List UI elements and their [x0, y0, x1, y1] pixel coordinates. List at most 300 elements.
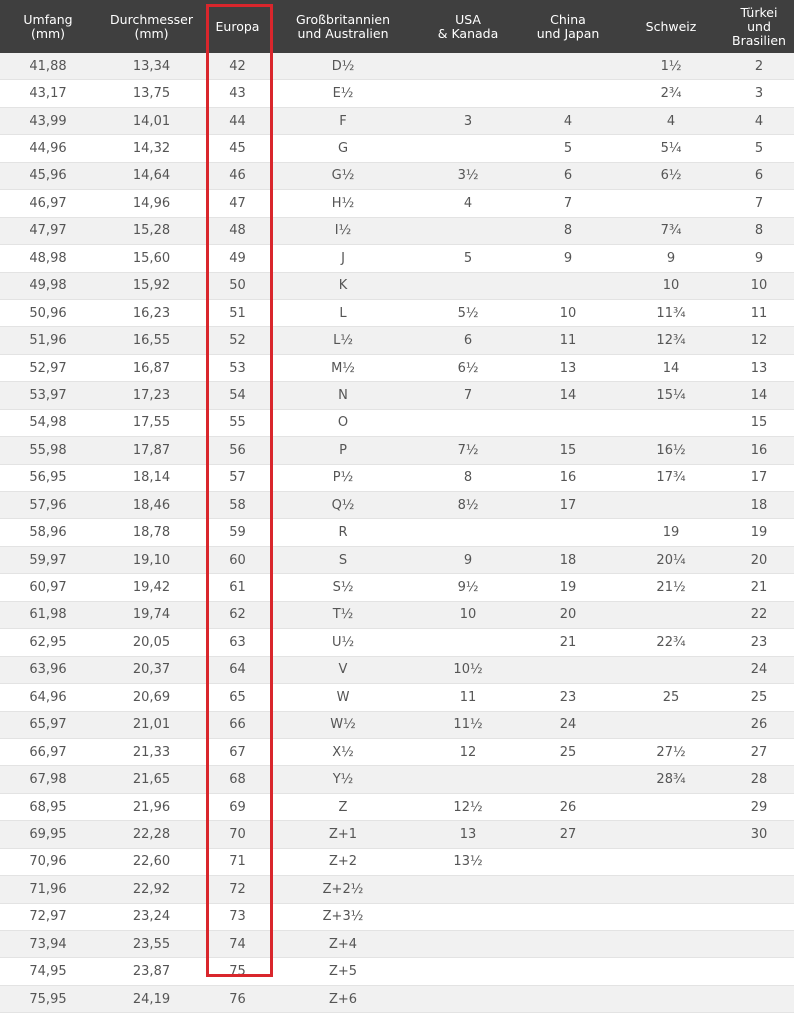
cell-grossbritannien: Z+6: [268, 985, 418, 1012]
cell-europa: 63: [207, 629, 268, 656]
table-row: [0, 354, 794, 381]
cell-usa: 7: [418, 382, 518, 409]
cell-schweiz: 1½: [618, 53, 724, 80]
cell-tuerkei: [724, 985, 794, 1012]
cell-grossbritannien: L½: [268, 327, 418, 354]
cell-grossbritannien: D½: [268, 53, 418, 80]
cell-durchmesser: 18,46: [96, 492, 207, 519]
cell-china: [518, 766, 618, 793]
cell-durchmesser: 20,37: [96, 656, 207, 683]
cell-umfang: 52,97: [0, 354, 96, 381]
cell-grossbritannien: Z+3½: [268, 903, 418, 930]
cell-umfang: 71,96: [0, 876, 96, 903]
cell-grossbritannien: G½: [268, 162, 418, 189]
cell-umfang: 64,96: [0, 684, 96, 711]
cell-usa: 8½: [418, 492, 518, 519]
table-row: [0, 656, 794, 683]
cell-umfang: 70,96: [0, 848, 96, 875]
cell-tuerkei: 18: [724, 492, 794, 519]
cell-umfang: 63,96: [0, 656, 96, 683]
cell-schweiz: [618, 492, 724, 519]
table-row: [0, 492, 794, 519]
cell-grossbritannien: Y½: [268, 766, 418, 793]
cell-usa: 10½: [418, 656, 518, 683]
cell-usa: [418, 272, 518, 299]
table-row: [0, 299, 794, 326]
cell-grossbritannien: G: [268, 135, 418, 162]
table-row: [0, 53, 794, 80]
cell-schweiz: [618, 931, 724, 958]
cell-schweiz: 7¾: [618, 217, 724, 244]
cell-tuerkei: 29: [724, 793, 794, 820]
table-row: [0, 272, 794, 299]
cell-grossbritannien: Z+1: [268, 821, 418, 848]
cell-durchmesser: 20,69: [96, 684, 207, 711]
cell-europa: 60: [207, 546, 268, 573]
cell-umfang: 55,98: [0, 437, 96, 464]
cell-usa: [418, 931, 518, 958]
cell-china: [518, 53, 618, 80]
cell-schweiz: [618, 409, 724, 436]
cell-schweiz: 25: [618, 684, 724, 711]
cell-europa: 72: [207, 876, 268, 903]
cell-durchmesser: 16,55: [96, 327, 207, 354]
cell-china: 25: [518, 738, 618, 765]
cell-umfang: 72,97: [0, 903, 96, 930]
cell-durchmesser: 13,34: [96, 53, 207, 80]
cell-tuerkei: [724, 931, 794, 958]
cell-grossbritannien: F: [268, 107, 418, 134]
cell-schweiz: 17¾: [618, 464, 724, 491]
cell-durchmesser: 21,01: [96, 711, 207, 738]
cell-schweiz: 10: [618, 272, 724, 299]
cell-china: 16: [518, 464, 618, 491]
cell-tuerkei: 5: [724, 135, 794, 162]
header-usa: USA & Kanada: [418, 0, 518, 53]
cell-schweiz: 9: [618, 245, 724, 272]
cell-schweiz: [618, 821, 724, 848]
cell-schweiz: [618, 985, 724, 1012]
cell-tuerkei: 19: [724, 519, 794, 546]
cell-usa: [418, 985, 518, 1012]
cell-grossbritannien: E½: [268, 80, 418, 107]
cell-schweiz: [618, 848, 724, 875]
cell-umfang: 74,95: [0, 958, 96, 985]
cell-schweiz: 19: [618, 519, 724, 546]
cell-tuerkei: 12: [724, 327, 794, 354]
cell-europa: 74: [207, 931, 268, 958]
cell-schweiz: [618, 190, 724, 217]
header-grossbritannien: Großbritannien und Australien: [268, 0, 418, 53]
cell-tuerkei: 15: [724, 409, 794, 436]
cell-china: 23: [518, 684, 618, 711]
cell-tuerkei: 11: [724, 299, 794, 326]
table-row: [0, 464, 794, 491]
cell-europa: 47: [207, 190, 268, 217]
cell-usa: [418, 903, 518, 930]
cell-grossbritannien: P½: [268, 464, 418, 491]
cell-europa: 52: [207, 327, 268, 354]
cell-usa: 12: [418, 738, 518, 765]
cell-usa: 8: [418, 464, 518, 491]
cell-grossbritannien: K: [268, 272, 418, 299]
cell-usa: 11½: [418, 711, 518, 738]
cell-europa: 43: [207, 80, 268, 107]
cell-europa: 66: [207, 711, 268, 738]
cell-china: 14: [518, 382, 618, 409]
cell-usa: 3: [418, 107, 518, 134]
cell-tuerkei: [724, 958, 794, 985]
table-row: [0, 135, 794, 162]
cell-china: 20: [518, 601, 618, 628]
cell-tuerkei: 16: [724, 437, 794, 464]
table-row: [0, 848, 794, 875]
cell-tuerkei: 2: [724, 53, 794, 80]
cell-umfang: 48,98: [0, 245, 96, 272]
cell-umfang: 47,97: [0, 217, 96, 244]
table-row: [0, 437, 794, 464]
cell-europa: 53: [207, 354, 268, 381]
cell-china: [518, 80, 618, 107]
cell-usa: 13: [418, 821, 518, 848]
cell-umfang: 44,96: [0, 135, 96, 162]
cell-tuerkei: [724, 848, 794, 875]
cell-china: [518, 656, 618, 683]
cell-tuerkei: 3: [724, 80, 794, 107]
cell-grossbritannien: Q½: [268, 492, 418, 519]
cell-usa: 11: [418, 684, 518, 711]
cell-schweiz: 28¾: [618, 766, 724, 793]
table-row: [0, 574, 794, 601]
cell-tuerkei: 26: [724, 711, 794, 738]
cell-durchmesser: 22,92: [96, 876, 207, 903]
cell-europa: 67: [207, 738, 268, 765]
cell-grossbritannien: J: [268, 245, 418, 272]
cell-usa: [418, 766, 518, 793]
header-tuerkei: Türkei und Brasilien: [724, 0, 794, 53]
cell-durchmesser: 17,87: [96, 437, 207, 464]
cell-durchmesser: 19,42: [96, 574, 207, 601]
cell-grossbritannien: X½: [268, 738, 418, 765]
cell-schweiz: 14: [618, 354, 724, 381]
cell-durchmesser: 15,28: [96, 217, 207, 244]
cell-china: 4: [518, 107, 618, 134]
cell-tuerkei: 27: [724, 738, 794, 765]
cell-europa: 42: [207, 53, 268, 80]
cell-china: 18: [518, 546, 618, 573]
cell-umfang: 43,17: [0, 80, 96, 107]
cell-durchmesser: 22,28: [96, 821, 207, 848]
cell-durchmesser: 21,65: [96, 766, 207, 793]
cell-umfang: 56,95: [0, 464, 96, 491]
cell-grossbritannien: Z+2: [268, 848, 418, 875]
table-row: [0, 601, 794, 628]
cell-china: [518, 848, 618, 875]
cell-grossbritannien: Z+5: [268, 958, 418, 985]
cell-durchmesser: 23,55: [96, 931, 207, 958]
cell-europa: 46: [207, 162, 268, 189]
cell-china: [518, 272, 618, 299]
cell-durchmesser: 19,10: [96, 546, 207, 573]
cell-china: 17: [518, 492, 618, 519]
table-row: [0, 327, 794, 354]
cell-grossbritannien: N: [268, 382, 418, 409]
cell-tuerkei: 24: [724, 656, 794, 683]
cell-durchmesser: 21,96: [96, 793, 207, 820]
cell-usa: 5: [418, 245, 518, 272]
cell-schweiz: 20¼: [618, 546, 724, 573]
cell-europa: 68: [207, 766, 268, 793]
cell-durchmesser: 21,33: [96, 738, 207, 765]
cell-grossbritannien: O: [268, 409, 418, 436]
cell-schweiz: 6½: [618, 162, 724, 189]
cell-schweiz: [618, 903, 724, 930]
table-row: [0, 985, 794, 1012]
cell-china: 5: [518, 135, 618, 162]
cell-schweiz: 21½: [618, 574, 724, 601]
cell-durchmesser: 14,64: [96, 162, 207, 189]
cell-china: 7: [518, 190, 618, 217]
cell-europa: 69: [207, 793, 268, 820]
cell-usa: 7½: [418, 437, 518, 464]
cell-china: 6: [518, 162, 618, 189]
cell-china: 11: [518, 327, 618, 354]
cell-usa: [418, 53, 518, 80]
cell-grossbritannien: M½: [268, 354, 418, 381]
cell-usa: [418, 629, 518, 656]
cell-tuerkei: 30: [724, 821, 794, 848]
cell-europa: 45: [207, 135, 268, 162]
cell-schweiz: [618, 876, 724, 903]
cell-schweiz: 2¾: [618, 80, 724, 107]
cell-tuerkei: 7: [724, 190, 794, 217]
cell-durchmesser: 15,60: [96, 245, 207, 272]
cell-grossbritannien: U½: [268, 629, 418, 656]
cell-usa: 6: [418, 327, 518, 354]
cell-europa: 57: [207, 464, 268, 491]
cell-durchmesser: 18,78: [96, 519, 207, 546]
cell-usa: 13½: [418, 848, 518, 875]
table-row: [0, 107, 794, 134]
cell-grossbritannien: S: [268, 546, 418, 573]
cell-schweiz: 12¾: [618, 327, 724, 354]
cell-tuerkei: 21: [724, 574, 794, 601]
cell-europa: 54: [207, 382, 268, 409]
cell-usa: 12½: [418, 793, 518, 820]
cell-tuerkei: 25: [724, 684, 794, 711]
cell-durchmesser: 20,05: [96, 629, 207, 656]
table-row: [0, 876, 794, 903]
cell-schweiz: [618, 958, 724, 985]
table-row: [0, 903, 794, 930]
cell-umfang: 60,97: [0, 574, 96, 601]
cell-china: 15: [518, 437, 618, 464]
cell-umfang: 58,96: [0, 519, 96, 546]
cell-schweiz: 5¼: [618, 135, 724, 162]
cell-durchmesser: 22,60: [96, 848, 207, 875]
cell-durchmesser: 14,32: [96, 135, 207, 162]
cell-china: [518, 409, 618, 436]
cell-umfang: 65,97: [0, 711, 96, 738]
cell-tuerkei: 10: [724, 272, 794, 299]
cell-tuerkei: 13: [724, 354, 794, 381]
cell-schweiz: 16½: [618, 437, 724, 464]
cell-durchmesser: 13,75: [96, 80, 207, 107]
cell-umfang: 57,96: [0, 492, 96, 519]
cell-europa: 73: [207, 903, 268, 930]
table-row: [0, 546, 794, 573]
cell-durchmesser: 23,87: [96, 958, 207, 985]
table-row: [0, 711, 794, 738]
cell-usa: 3½: [418, 162, 518, 189]
cell-schweiz: [618, 711, 724, 738]
cell-china: [518, 903, 618, 930]
cell-usa: [418, 519, 518, 546]
cell-schweiz: [618, 601, 724, 628]
cell-china: 19: [518, 574, 618, 601]
table-row: [0, 190, 794, 217]
cell-grossbritannien: I½: [268, 217, 418, 244]
header-schweiz: Schweiz: [618, 0, 724, 53]
cell-china: 9: [518, 245, 618, 272]
table-row: [0, 958, 794, 985]
cell-umfang: 54,98: [0, 409, 96, 436]
cell-europa: 71: [207, 848, 268, 875]
cell-schweiz: [618, 656, 724, 683]
cell-grossbritannien: R: [268, 519, 418, 546]
cell-umfang: 43,99: [0, 107, 96, 134]
table-row: [0, 821, 794, 848]
cell-durchmesser: 24,19: [96, 985, 207, 1012]
cell-durchmesser: 16,87: [96, 354, 207, 381]
table-row: [0, 382, 794, 409]
cell-europa: 62: [207, 601, 268, 628]
cell-umfang: 69,95: [0, 821, 96, 848]
cell-china: 8: [518, 217, 618, 244]
cell-schweiz: 15¼: [618, 382, 724, 409]
cell-durchmesser: 16,23: [96, 299, 207, 326]
cell-usa: [418, 217, 518, 244]
cell-china: 24: [518, 711, 618, 738]
table-row: [0, 409, 794, 436]
cell-grossbritannien: S½: [268, 574, 418, 601]
cell-europa: 50: [207, 272, 268, 299]
cell-usa: [418, 409, 518, 436]
cell-china: [518, 519, 618, 546]
cell-durchmesser: 14,96: [96, 190, 207, 217]
cell-grossbritannien: P: [268, 437, 418, 464]
cell-tuerkei: 20: [724, 546, 794, 573]
cell-usa: 9: [418, 546, 518, 573]
cell-umfang: 59,97: [0, 546, 96, 573]
cell-umfang: 61,98: [0, 601, 96, 628]
cell-grossbritannien: Z+2½: [268, 876, 418, 903]
cell-china: [518, 985, 618, 1012]
header-china: China und Japan: [518, 0, 618, 53]
cell-grossbritannien: Z: [268, 793, 418, 820]
table-row: [0, 931, 794, 958]
cell-durchmesser: 17,55: [96, 409, 207, 436]
cell-umfang: 75,95: [0, 985, 96, 1012]
cell-europa: 65: [207, 684, 268, 711]
cell-usa: 9½: [418, 574, 518, 601]
cell-umfang: 45,96: [0, 162, 96, 189]
header-durchmesser: Durchmesser (mm): [96, 0, 207, 53]
cell-tuerkei: 14: [724, 382, 794, 409]
cell-grossbritannien: Z+4: [268, 931, 418, 958]
cell-china: 26: [518, 793, 618, 820]
cell-tuerkei: 17: [724, 464, 794, 491]
cell-tuerkei: [724, 876, 794, 903]
table-row: [0, 217, 794, 244]
table-row: [0, 738, 794, 765]
cell-schweiz: [618, 793, 724, 820]
cell-europa: 48: [207, 217, 268, 244]
cell-europa: 58: [207, 492, 268, 519]
cell-durchmesser: 15,92: [96, 272, 207, 299]
table-body: [0, 53, 794, 1013]
cell-europa: 59: [207, 519, 268, 546]
table-row: [0, 245, 794, 272]
cell-china: 13: [518, 354, 618, 381]
cell-umfang: 66,97: [0, 738, 96, 765]
cell-tuerkei: 28: [724, 766, 794, 793]
cell-durchmesser: 19,74: [96, 601, 207, 628]
cell-usa: 10: [418, 601, 518, 628]
cell-usa: [418, 876, 518, 903]
cell-umfang: 68,95: [0, 793, 96, 820]
cell-europa: 76: [207, 985, 268, 1012]
cell-usa: [418, 135, 518, 162]
cell-europa: 64: [207, 656, 268, 683]
cell-europa: 55: [207, 409, 268, 436]
table-row: [0, 80, 794, 107]
cell-usa: 5½: [418, 299, 518, 326]
cell-china: 27: [518, 821, 618, 848]
cell-schweiz: 11¾: [618, 299, 724, 326]
cell-tuerkei: [724, 903, 794, 930]
cell-umfang: 50,96: [0, 299, 96, 326]
header-europa: Europa: [207, 0, 268, 53]
cell-schweiz: 22¾: [618, 629, 724, 656]
table-row: [0, 793, 794, 820]
cell-grossbritannien: L: [268, 299, 418, 326]
table-row: [0, 519, 794, 546]
cell-grossbritannien: W: [268, 684, 418, 711]
header-row: [0, 0, 794, 53]
cell-china: 10: [518, 299, 618, 326]
cell-usa: 6½: [418, 354, 518, 381]
cell-china: 21: [518, 629, 618, 656]
cell-usa: [418, 80, 518, 107]
cell-europa: 44: [207, 107, 268, 134]
cell-grossbritannien: W½: [268, 711, 418, 738]
cell-umfang: 51,96: [0, 327, 96, 354]
cell-umfang: 53,97: [0, 382, 96, 409]
table-row: [0, 162, 794, 189]
cell-schweiz: 27½: [618, 738, 724, 765]
cell-tuerkei: 9: [724, 245, 794, 272]
cell-usa: [418, 958, 518, 985]
cell-durchmesser: 23,24: [96, 903, 207, 930]
cell-tuerkei: 8: [724, 217, 794, 244]
cell-china: [518, 931, 618, 958]
cell-europa: 49: [207, 245, 268, 272]
cell-umfang: 67,98: [0, 766, 96, 793]
cell-tuerkei: 6: [724, 162, 794, 189]
cell-europa: 56: [207, 437, 268, 464]
cell-tuerkei: 22: [724, 601, 794, 628]
